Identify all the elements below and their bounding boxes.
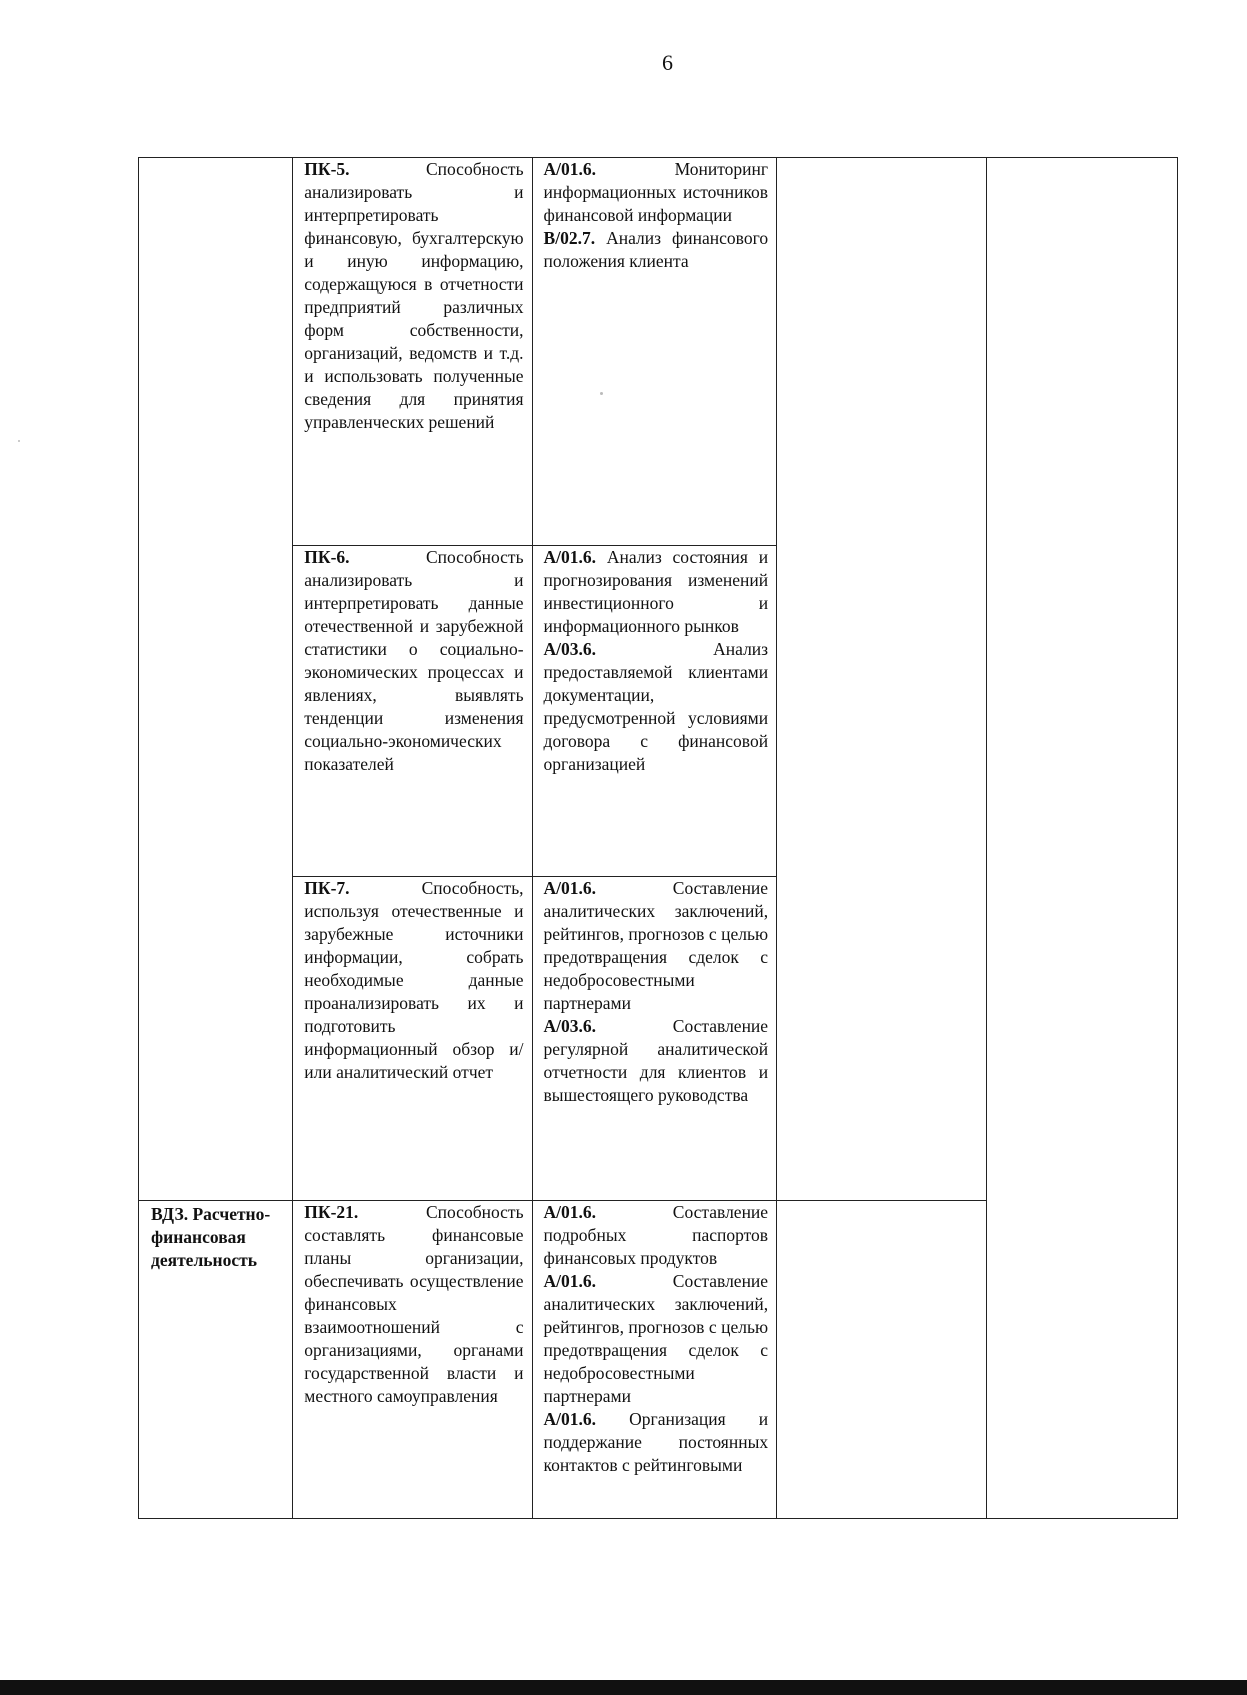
- scan-edge-bar: [0, 1680, 1247, 1695]
- activity-type-cell: ВДЗ. Расчетно-финансовая деятельность: [139, 1201, 293, 1519]
- function-text: Составление аналитических заключений, рейтингов, прогнозов с целью предотвращения сделок с недобросовестными партнерами: [543, 878, 769, 1013]
- function-code: А/03.6.: [543, 639, 597, 659]
- function-text: Анализ финансового положения клиента: [543, 228, 769, 271]
- competency-text: Способность, используя отечественные и зарубежные источники информации, собрать необходимые данные проанализировать их и подготовить информационный обзор и/или аналитический отчет: [304, 878, 524, 1082]
- labor-functions-cell: [532, 546, 777, 877]
- competency-code: ПК-6.: [304, 547, 350, 567]
- function-code: А/01.6.: [543, 878, 597, 898]
- function-code: А/03.6.: [543, 1016, 597, 1036]
- competency-code: ПК-21.: [304, 1202, 359, 1222]
- function-text: Составление подробных паспортов финансовых продуктов: [543, 1202, 769, 1268]
- empty-cell: [777, 158, 987, 1201]
- competency-text: Способность анализировать и интерпретировать финансовую, бухгалтерскую и иную информацию, содержащуюся в отчетности предприятий различных форм собственности, организаций, ведомств и т.д. и использовать полученные сведения для принятия управленческих решений: [304, 159, 524, 432]
- competency-cell: [293, 877, 532, 1201]
- competency-code: ПК-7.: [304, 878, 350, 898]
- function-text: Составление аналитических заключений, рейтингов, прогнозов с целью предотвращения сделок с недобросовестными партнерами: [543, 1271, 769, 1406]
- competency-text: Способность составлять финансовые планы организации, обеспечивать осуществление финансовых взаимоотношений с организациями, органами государственной власти и местного самоуправления: [304, 1202, 524, 1406]
- labor-function: [544, 1015, 769, 1107]
- competency-cell: [293, 1201, 532, 1519]
- empty-cell: [986, 158, 1177, 1519]
- function-text: Организация и поддержание постоянных контактов с рейтинговыми: [543, 1409, 769, 1475]
- competency-text: Способность анализировать и интерпретировать данные отечественной и зарубежной статистики о социально-экономических процессах и явлениях, выявлять тенденции изменения социально-экономических показателей: [304, 547, 524, 774]
- function-text: Мониторинг информационных источников финансовой информации: [543, 159, 769, 225]
- function-text: Составление регулярной аналитической отчетности для клиентов и вышестоящего руководства: [543, 1016, 769, 1105]
- labor-functions-cell: [532, 1201, 777, 1519]
- page-number: 6: [662, 50, 673, 75]
- function-code: В/02.7.: [543, 228, 596, 248]
- function-text: Анализ состояния и прогнозирования изменений инвестиционного и информационного рынков: [543, 547, 769, 636]
- labor-functions-cell: [532, 158, 777, 546]
- labor-function: [544, 546, 769, 638]
- function-code: А/01.6.: [543, 1271, 597, 1291]
- function-text: Анализ предоставляемой клиентами документации, предусмотренной условиями договора с финансовой организацией: [543, 639, 769, 774]
- empty-cell: [777, 1201, 987, 1519]
- labor-function: [544, 877, 769, 1015]
- labor-function: [544, 227, 769, 273]
- labor-function: [544, 158, 769, 227]
- labor-function: [544, 638, 769, 776]
- labor-functions-cell: [532, 877, 777, 1201]
- activity-cell: [139, 158, 293, 1201]
- competency-cell: [293, 158, 532, 546]
- competency-code: ПК-5.: [304, 159, 350, 179]
- function-code: А/01.6.: [543, 547, 597, 567]
- labor-function: [544, 1270, 769, 1408]
- function-code: А/01.6.: [543, 159, 597, 179]
- competency-cell: [293, 546, 532, 877]
- labor-function: [544, 1408, 769, 1477]
- function-code: А/01.6.: [543, 1202, 597, 1222]
- function-code: А/01.6.: [543, 1409, 597, 1429]
- table-row: [139, 158, 1178, 546]
- scan-speck: [600, 392, 603, 395]
- labor-function: [544, 1201, 769, 1270]
- competency-table: [138, 157, 1178, 1519]
- scan-speck: [18, 440, 20, 442]
